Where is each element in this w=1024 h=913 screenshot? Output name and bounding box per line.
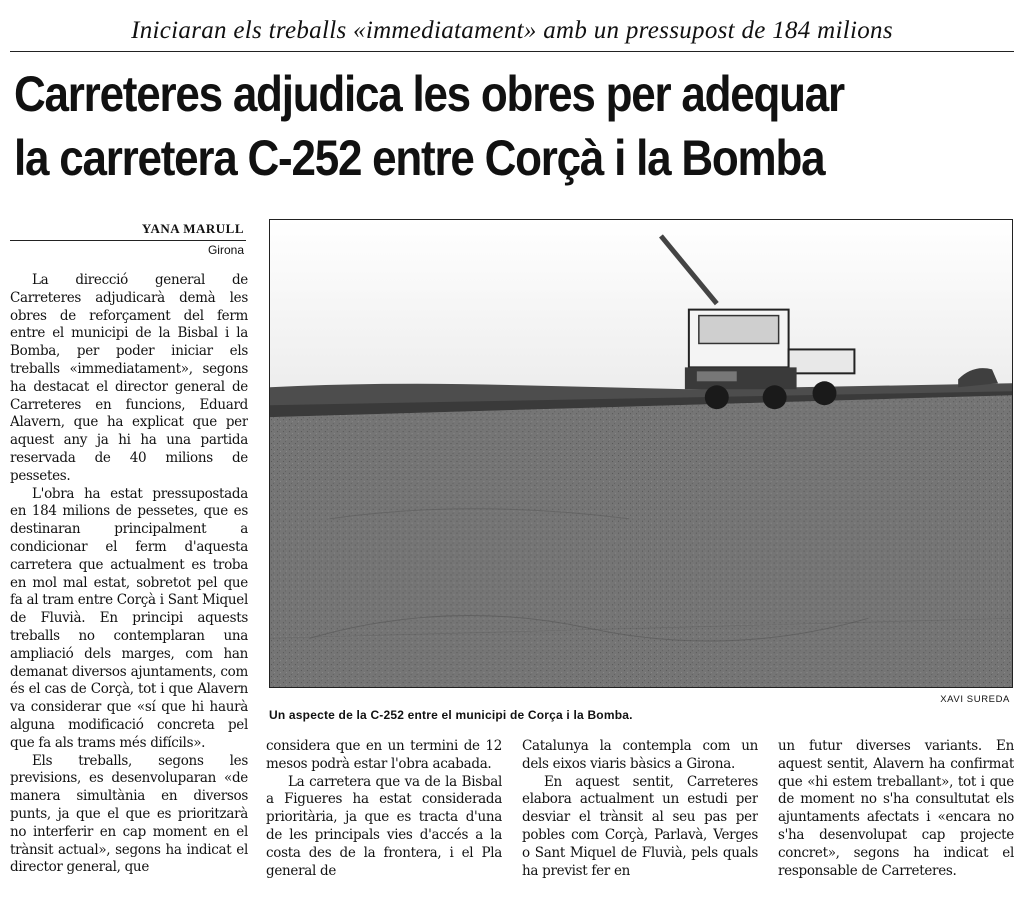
paragraph: considera que en un termini de 12 mesos podrà estar l'obra acabada. bbox=[266, 738, 502, 772]
headline-line-1: Carreteres adjudica les obres per adequar bbox=[14, 66, 844, 122]
byline bbox=[10, 221, 246, 257]
paragraph: Els treballs, segons les previsions, es desenvoluparan «de manera simultània en diversos punts, ja que el que es prioritzarà no interferir en cap moment en el trànsit actual», segons ha indicat el director general, que bbox=[10, 752, 248, 876]
headline bbox=[14, 62, 894, 190]
headline-line-2: la carretera C-252 entre Corçà i la Bomba bbox=[14, 130, 825, 186]
article-column-1 bbox=[10, 272, 248, 912]
paragraph: Catalunya la contempla com un dels eixos viaris bàsics a Girona. bbox=[522, 738, 758, 772]
article-column-2 bbox=[266, 738, 502, 908]
photo-credit: XAVI SUREDA bbox=[940, 694, 1010, 705]
road-photo bbox=[269, 219, 1013, 688]
byline-place: Girona bbox=[207, 243, 244, 257]
truck-on-road-image bbox=[270, 220, 1012, 687]
paragraph: La carretera que va de la Bisbal a Figueres ha estat considerada prioritària, ja que es tracta d'una de les principals vies d'accés a la costa des de la frontera, i el Pla general de bbox=[266, 773, 502, 879]
paragraph: L'obra ha estat pressupostada en 184 milions de pessetes, que es destinaran principalment a condicionar el ferm d'aquesta carretera que actualment es troba en mol mal estat, sobretot pel que fa al tram entre Corçà i Sant Miquel de Fluvià. En principi aquests treballs no contemplaran una ampliació dels marges, com han demanat diversos ajuntaments, com és el cas de Corçà, tot i que Alavern va considerar que «sí que hi haurà alguna modificació concreta pel que fa als trams més difícils». bbox=[10, 485, 248, 751]
kicker: Iniciaran els treballs «immediatament» amb un pressupost de 184 milions bbox=[10, 12, 1014, 52]
article-column-4 bbox=[778, 738, 1014, 908]
paragraph: La direcció general de Carreteres adjudicarà demà les obres de reforçament del ferm entre el municipi de la Bisbal i la Bomba, per poder iniciar els treballs «immediatament», segons ha destacat el director general de Carreteres en funcions, Eduard Alavern, que ha explicat que per aquest any ja hi ha una partida reservada de 40 milions de pessetes. bbox=[10, 272, 248, 484]
photo-caption: Un aspecte de la C-252 entre el municipi de Corça i la Bomba. bbox=[269, 708, 633, 722]
paragraph: un futur diverses variants. En aquest sentit, Alavern ha confirmat que «hi estem treballant», tot i que de moment no s'ha consultutat els ajuntaments afectats i «encara no s'ha desenvolupat cap projecte concret», segons ha indicat el responsable de Carreteres. bbox=[778, 738, 1014, 879]
byline-author: YANA MARULL bbox=[141, 221, 244, 236]
article-column-3 bbox=[522, 738, 758, 908]
paragraph: En aquest sentit, Carreteres elabora actualment un estudi per desviar el trànsit al seu pas per pobles com Corçà, Parlavà, Verges o Sant Miquel de Fluvià, pels quals ha previst fer en bbox=[522, 773, 758, 879]
